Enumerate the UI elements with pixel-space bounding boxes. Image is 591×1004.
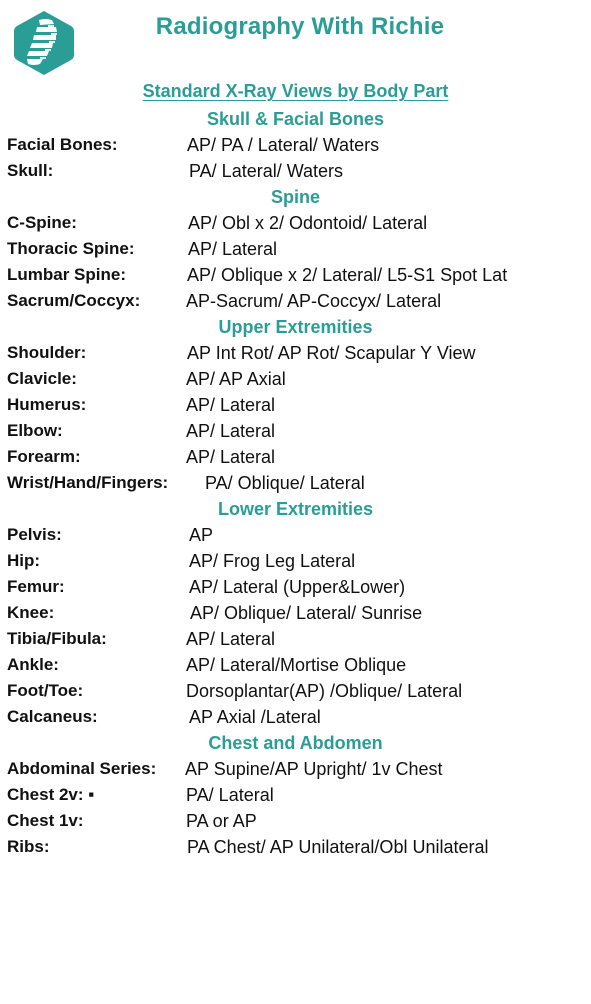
- section-heading-lower-extremities: Lower Extremities: [217, 499, 374, 519]
- list-item: [0, 626, 591, 652]
- body-part-label: Shoulder:: [7, 343, 87, 362]
- body-part-label: Foot/Toe:: [7, 681, 84, 700]
- views-text: AP/ Lateral: [188, 239, 278, 259]
- views-text: PA/ Lateral/ Waters: [189, 161, 344, 181]
- list-item: [0, 782, 591, 808]
- body-part-label: Abdominal Series:: [7, 759, 157, 778]
- views-text: AP Int Rot/ AP Rot/ Scapular Y View: [187, 343, 476, 363]
- body-part-label: Ribs:: [7, 837, 50, 856]
- views-text: AP/ Frog Leg Lateral: [189, 551, 356, 571]
- views-text: AP/ Oblique x 2/ Lateral/ L5-S1 Spot Lat: [187, 265, 508, 285]
- views-text: PA/ Oblique/ Lateral: [205, 473, 365, 493]
- list-item: [0, 288, 591, 314]
- views-list: [0, 106, 591, 860]
- body-part-label: Thoracic Spine:: [7, 239, 135, 258]
- body-part-label: Wrist/Hand/Fingers:: [7, 473, 169, 492]
- list-item: [0, 756, 591, 782]
- views-text: AP/ Lateral: [186, 395, 276, 415]
- views-text: PA Chest/ AP Unilateral/Obl Unilateral: [187, 837, 489, 857]
- list-item: [0, 574, 591, 600]
- body-part-label: Skull:: [7, 161, 54, 180]
- views-text: AP/ AP Axial: [186, 369, 286, 389]
- spine-hexagon-icon: [12, 9, 76, 77]
- views-text: AP: [189, 525, 214, 545]
- views-text: AP/ Lateral: [186, 447, 276, 467]
- views-text: AP/ Lateral: [186, 421, 276, 441]
- body-part-label: Chest 2v: ▪: [7, 785, 95, 804]
- section-heading-skull: Skull & Facial Bones: [206, 109, 385, 129]
- list-item: [0, 834, 591, 860]
- list-item: [0, 158, 591, 184]
- body-part-label: Calcaneus:: [7, 707, 98, 726]
- list-item: [0, 600, 591, 626]
- brand-title: Radiography With Richie: [155, 13, 445, 40]
- body-part-label: Pelvis:: [7, 525, 62, 544]
- section-heading-chest-abdomen: Chest and Abdomen: [208, 733, 383, 753]
- views-text: Dorsoplantar(AP) /Oblique/ Lateral: [186, 681, 463, 701]
- body-part-label: Femur:: [7, 577, 65, 596]
- body-part-label: Chest 1v:: [7, 811, 84, 830]
- list-item: [0, 340, 591, 366]
- body-part-label: Ankle:: [7, 655, 59, 674]
- views-text: PA or AP: [186, 811, 257, 831]
- body-part-label: Elbow:: [7, 421, 63, 440]
- views-text: AP Supine/AP Upright/ 1v Chest: [185, 759, 443, 779]
- body-part-label: Lumbar Spine:: [7, 265, 127, 284]
- page-title: Standard X-Ray Views by Body Part: [142, 81, 449, 101]
- list-item: [0, 678, 591, 704]
- body-part-label: Hip:: [7, 551, 41, 570]
- list-item: [0, 236, 591, 262]
- list-item: [0, 262, 591, 288]
- views-text: AP/ PA / Lateral/ Waters: [187, 135, 380, 155]
- body-part-label: Knee:: [7, 603, 55, 622]
- list-item: [0, 444, 591, 470]
- list-item: [0, 704, 591, 730]
- body-part-label: Facial Bones:: [7, 135, 118, 154]
- list-item: [0, 418, 591, 444]
- views-text: AP/ Lateral: [186, 629, 276, 649]
- views-text: AP Axial /Lateral: [189, 707, 321, 727]
- list-item: [0, 470, 591, 496]
- list-item: [0, 808, 591, 834]
- list-item: [0, 132, 591, 158]
- body-part-label: Sacrum/Coccyx:: [7, 291, 141, 310]
- body-part-label: Tibia/Fibula:: [7, 629, 107, 648]
- body-part-label: Humerus:: [7, 395, 87, 414]
- list-item: [0, 210, 591, 236]
- list-item: [0, 522, 591, 548]
- views-text: AP/ Oblique/ Lateral/ Sunrise: [190, 603, 423, 623]
- section-heading-spine: Spine: [270, 187, 320, 207]
- views-text: AP/ Lateral/Mortise Oblique: [186, 655, 407, 675]
- list-item: [0, 366, 591, 392]
- list-item: [0, 548, 591, 574]
- list-item: [0, 392, 591, 418]
- views-text: PA/ Lateral: [186, 785, 274, 805]
- body-part-label: C-Spine:: [7, 213, 77, 232]
- views-text: AP/ Obl x 2/ Odontoid/ Lateral: [188, 213, 428, 233]
- body-part-label: Forearm:: [7, 447, 81, 466]
- list-item: [0, 652, 591, 678]
- body-part-label: Clavicle:: [7, 369, 77, 388]
- views-text: AP/ Lateral (Upper&Lower): [189, 577, 406, 597]
- views-text: AP-Sacrum/ AP-Coccyx/ Lateral: [186, 291, 442, 311]
- section-heading-upper-extremities: Upper Extremities: [218, 317, 373, 337]
